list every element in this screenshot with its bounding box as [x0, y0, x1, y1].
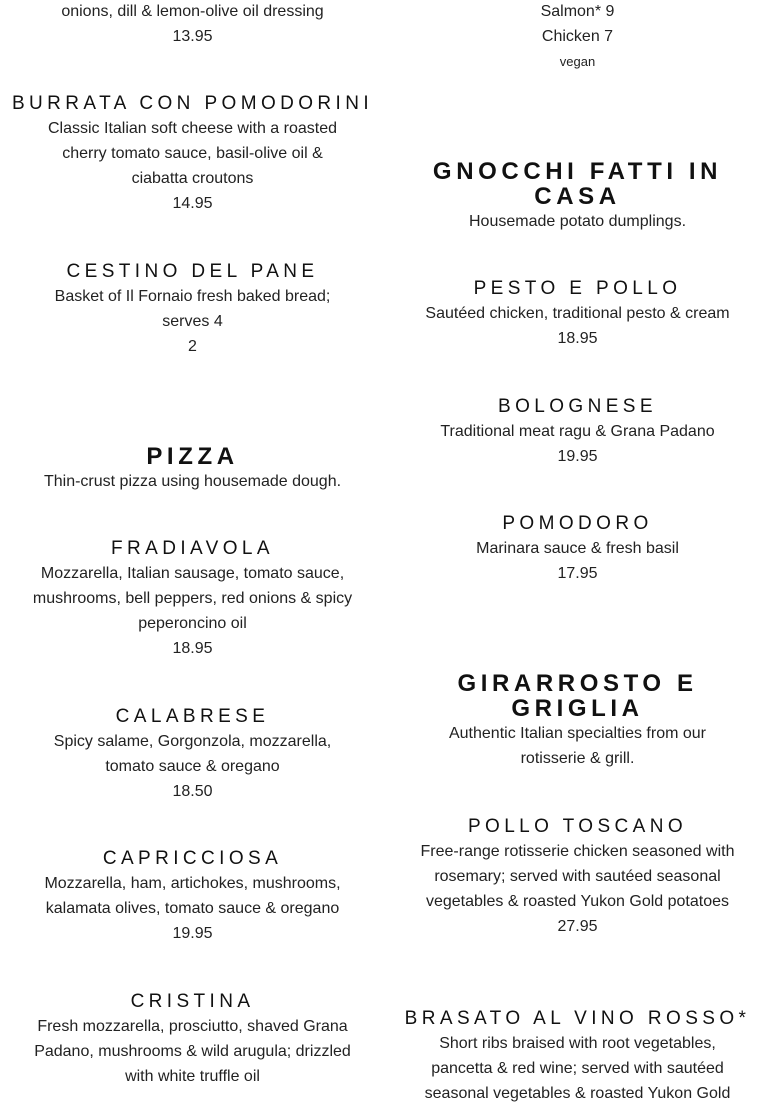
item-name: CALABRESE [115, 706, 270, 727]
menu-item-cestino [0, 259, 385, 359]
addon-chicken: Chicken 7 [541, 28, 614, 45]
menu-item-bolognese [385, 394, 770, 469]
item-price: 17.95 [557, 565, 598, 582]
item-price: 14.95 [172, 195, 213, 212]
item-name: BURRATA CON POMODORINI [11, 93, 374, 114]
item-price: 18.50 [172, 783, 213, 800]
item-description: onions, dill & lemon-olive oil dressing [61, 3, 324, 20]
section-title: GNOCCHI FATTI IN CASA [432, 158, 723, 210]
section-description: Housemade potato dumplings. [468, 213, 687, 230]
item-price: 27.95 [557, 918, 598, 935]
addon-salmon: Salmon* 9 [540, 3, 615, 20]
item-name: POMODORO [502, 513, 653, 534]
item-description: Mozzarella, ham, artichokes, mushrooms, kalamata olives, tomato sauce & oregano [44, 875, 341, 917]
item-name: PESTO E POLLO [473, 278, 682, 299]
section-description: Authentic Italian specialties from our rotisserie & grill. [448, 725, 706, 767]
menu-item-burrata [0, 91, 385, 216]
section-gnocchi [385, 159, 770, 234]
item-name: CAPRICCIOSA [102, 848, 283, 869]
item-price: 2 [188, 338, 197, 355]
section-pizza [0, 444, 385, 494]
menu-item-pesto-e-pollo [385, 276, 770, 351]
section-description: Thin-crust pizza using housemade dough. [43, 473, 342, 490]
item-description: Free-range rotisserie chicken seasoned with rosemary; served with sautéed seasonal vegetables & roasted Yukon Gold potatoes [420, 843, 735, 910]
previous-item-continued [0, 0, 385, 49]
item-name: CESTINO DEL PANE [66, 261, 319, 282]
item-price: 18.95 [557, 330, 598, 347]
item-price: 19.95 [172, 925, 213, 942]
menu-item-fradiavola [0, 536, 385, 661]
menu-item-cristina [0, 989, 385, 1089]
item-price: 13.95 [172, 28, 213, 45]
item-description: Fresh mozzarella, prosciutto, shaved Grana Padano, mushrooms & wild arugula; drizzled with white truffle oil [34, 1018, 351, 1085]
dietary-tag: vegan [559, 54, 596, 69]
item-description: Mozzarella, Italian sausage, tomato sauce, mushrooms, bell peppers, red onions & spicy peperoncino oil [32, 565, 353, 632]
item-description: Classic Italian soft cheese with a roasted cherry tomato sauce, basil-olive oil & ciabatta croutons [47, 120, 338, 187]
menu-item-capricciosa [0, 846, 385, 946]
addons-continued [385, 0, 770, 74]
item-name: FRADIAVOLA [111, 538, 274, 559]
item-name: POLLO TOSCANO [467, 816, 688, 837]
section-girarrosto [385, 671, 770, 771]
menu-item-pomodoro [385, 511, 770, 586]
item-description: Marinara sauce & fresh basil [476, 540, 679, 557]
item-name: BRASATO AL VINO ROSSO* [404, 1008, 751, 1029]
item-description: Short ribs braised with root vegetables, pancetta & red wine; served with sautéed seasonal vegetables & roasted Yukon Gold [424, 1035, 731, 1102]
menu-item-calabrese [0, 704, 385, 804]
item-description: Basket of Il Fornaio fresh baked bread; serves 4 [54, 288, 331, 330]
menu-item-brasato [385, 1006, 770, 1106]
section-title: PIZZA [146, 443, 239, 470]
item-price: 18.95 [172, 640, 213, 657]
item-description: Sautéed chicken, traditional pesto & cream [425, 305, 730, 322]
menu-item-pollo-toscano [385, 814, 770, 939]
item-description: Spicy salame, Gorgonzola, mozzarella, tomato sauce & oregano [53, 733, 332, 775]
section-title: GIRARROSTO E GRIGLIA [457, 670, 698, 722]
item-name: BOLOGNESE [498, 396, 657, 417]
item-description: Traditional meat ragu & Grana Padano [440, 423, 715, 440]
item-price: 19.95 [557, 448, 598, 465]
item-name: CRISTINA [130, 991, 255, 1012]
